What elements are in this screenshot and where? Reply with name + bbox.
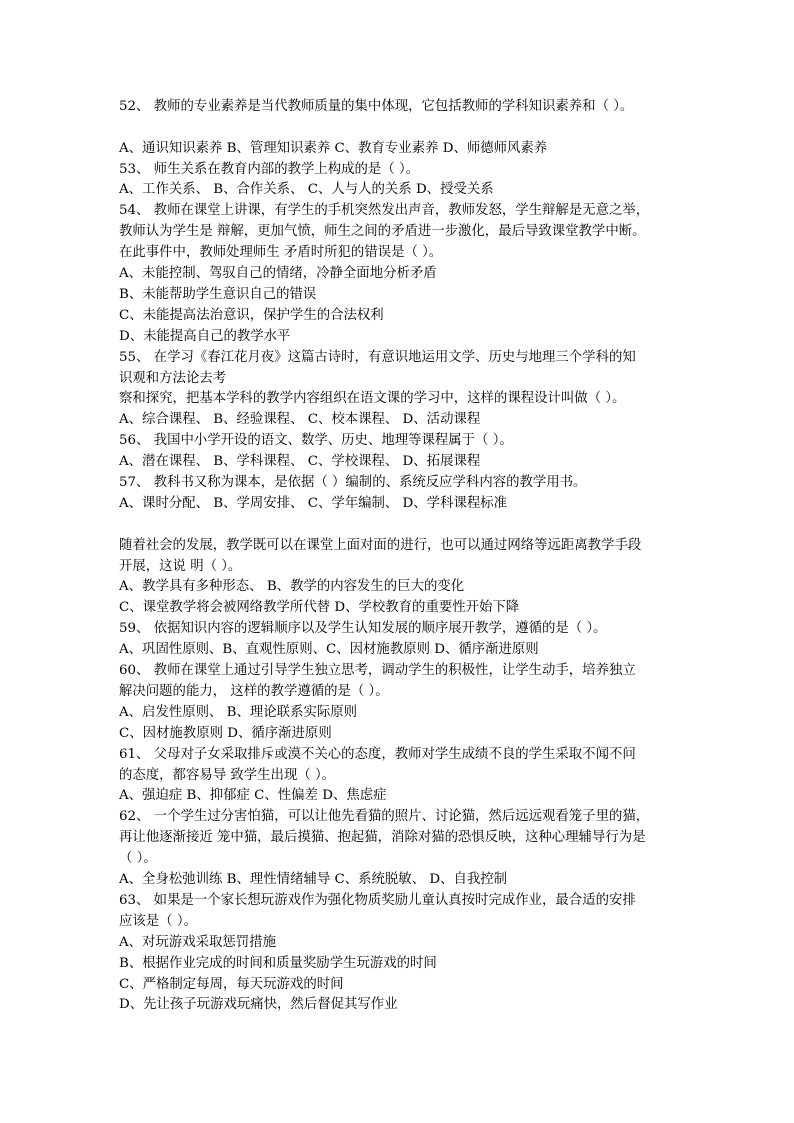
question-63-stem: 63、 如果是一个家长想玩游戏作为强化物质奖励儿童认真按时完成作业，最合适的安排 <box>119 893 636 908</box>
question-58-stem: 开展，这说 明（ ）。 <box>119 559 242 574</box>
question-63-option: A、对玩游戏采取惩罚措施 <box>119 935 276 950</box>
question-54-stem: 在此事件中，教师处理师生 矛盾时所犯的错误是（ ）。 <box>119 245 443 260</box>
question-53-stem: 53、 师生关系在教育内部的教学上构成的是（ ）。 <box>119 162 420 177</box>
question-54-option: B、未能帮助学生意识自己的错误 <box>119 287 317 302</box>
question-54-option: D、未能提高自己的教学水平 <box>119 329 291 344</box>
question-61-stem: 61、 父母对子女采取排斥或漠不关心的态度，教师对学生成绩不良的学生采取不闻不问 <box>119 747 636 762</box>
question-58-options: A、教学具有多种形态、 B、教学的内容发生的巨大的变化 <box>119 579 465 594</box>
question-56-options: A、潜在课程、 B、学科课程、 C、学校课程、 D、拓展课程 <box>119 454 481 469</box>
question-53-options: A、工作关系、 B、合作关系、 C、人与人的关系 D、授受关系 <box>119 182 494 197</box>
question-57-stem: 57、 教科书又称为课本，是依据（ ）编制的、系统反应学科内容的教学用书。 <box>119 475 587 490</box>
question-61-stem: 的态度，都容易导 致学生出现（ ）。 <box>119 768 336 783</box>
question-54-option: C、未能提高法治意识，保护学生的合法权利 <box>119 308 384 323</box>
question-62-stem: 再让他逐渐接近 笼中猫，最后摸猫、抱起猫，消除对猫的恐惧反映，这种心理辅导行为是 <box>119 830 646 845</box>
question-60-stem: 解决问题的能力， 这样的教学遵循的是（ ）。 <box>119 684 389 699</box>
question-55-options: A、综合课程、 B、经验课程、 C、校本课程、 D、活动课程 <box>119 412 481 427</box>
question-63-option: B、根据作业完成的时间和质量奖励学生玩游戏的时间 <box>119 956 437 971</box>
question-62-options: A、全身松弛训练 B、理性情绪辅导 C、系统脱敏、 D、自我控制 <box>119 872 508 887</box>
question-55-stem: 察和探究，把基本学科的教学内容组织在语文课的学习中，这样的课程设计叫做（ ）。 <box>119 391 626 406</box>
question-55-stem: 55、 在学习《春江花月夜》这篇古诗时，有意识地运用文学、历史与地理三个学科的知 <box>119 350 636 365</box>
question-54-stem: 54、 教师在课堂上讲课，有学生的手机突然发出声音，教师发怒，学生辩解是无意之举， <box>119 203 650 218</box>
question-55-stem: 识观和方法论去考 <box>119 371 227 386</box>
question-52-stem: 52、 教师的专业素养是当代教师质量的集中体现，它包括教师的学科知识素养和（ ）。 <box>119 99 634 114</box>
question-61-options: A、强迫症 B、抑郁症 C、性偏差 D、焦虑症 <box>119 788 387 803</box>
question-60-options: A、启发性原则、 B、理论联系实际原则 <box>119 705 358 720</box>
question-57-options: A、课时分配、 B、学周安排、 C、学年编制、 D、学科课程标准 <box>119 496 508 511</box>
question-54-option: A、未能控制、驾驭自己的情绪，冷静全面地分析矛盾 <box>119 266 437 281</box>
question-63-option: D、先让孩子玩游戏玩痛快，然后督促其写作业 <box>119 997 398 1012</box>
question-59-stem: 59、 依据知识内容的逻辑顺序以及学生认知发展的顺序展开教学，遵循的是（ ）。 <box>119 621 607 636</box>
question-58-stem: 随着社会的发展，教学既可以在课堂上面对面的进行，也可以通过网络等远距离教学手段 <box>119 538 642 553</box>
question-63-stem: 应该是（ ）。 <box>119 914 197 929</box>
question-59-options: A、巩固性原则、B、直观性原则、C、因材施教原则 D、循序渐进原则 <box>119 642 539 657</box>
question-56-stem: 56、 我国中小学开设的语文、数学、历史、地理等课程属于（ ）。 <box>119 433 513 448</box>
question-60-options: C、因材施教原则 D、循序渐进原则 <box>119 726 332 741</box>
question-58-options: C、课堂教学将会被网络教学所代替 D、学校教育的重要性开始下降 <box>119 600 520 615</box>
question-52-options: A、通识知识素养 B、管理知识素养 C、教育专业素养 D、师德师风素养 <box>119 141 548 156</box>
question-62-stem: 62、 一个学生过分害怕猫，可以让他先看猫的照片、讨论猫，然后远远观看笼子里的猫， <box>119 809 650 824</box>
question-54-stem: 教师认为学生是 辩解，更加气愤，师生之间的矛盾进一步激化，最后导致课堂教学中断。 <box>119 224 646 239</box>
question-62-stem: （ ）。 <box>119 851 157 866</box>
question-63-option: C、严格制定每周，每天玩游戏的时间 <box>119 977 344 992</box>
question-60-stem: 60、 教师在课堂上通过引导学生独立思考，调动学生的积极性，让学生动手，培养独立 <box>119 663 636 678</box>
